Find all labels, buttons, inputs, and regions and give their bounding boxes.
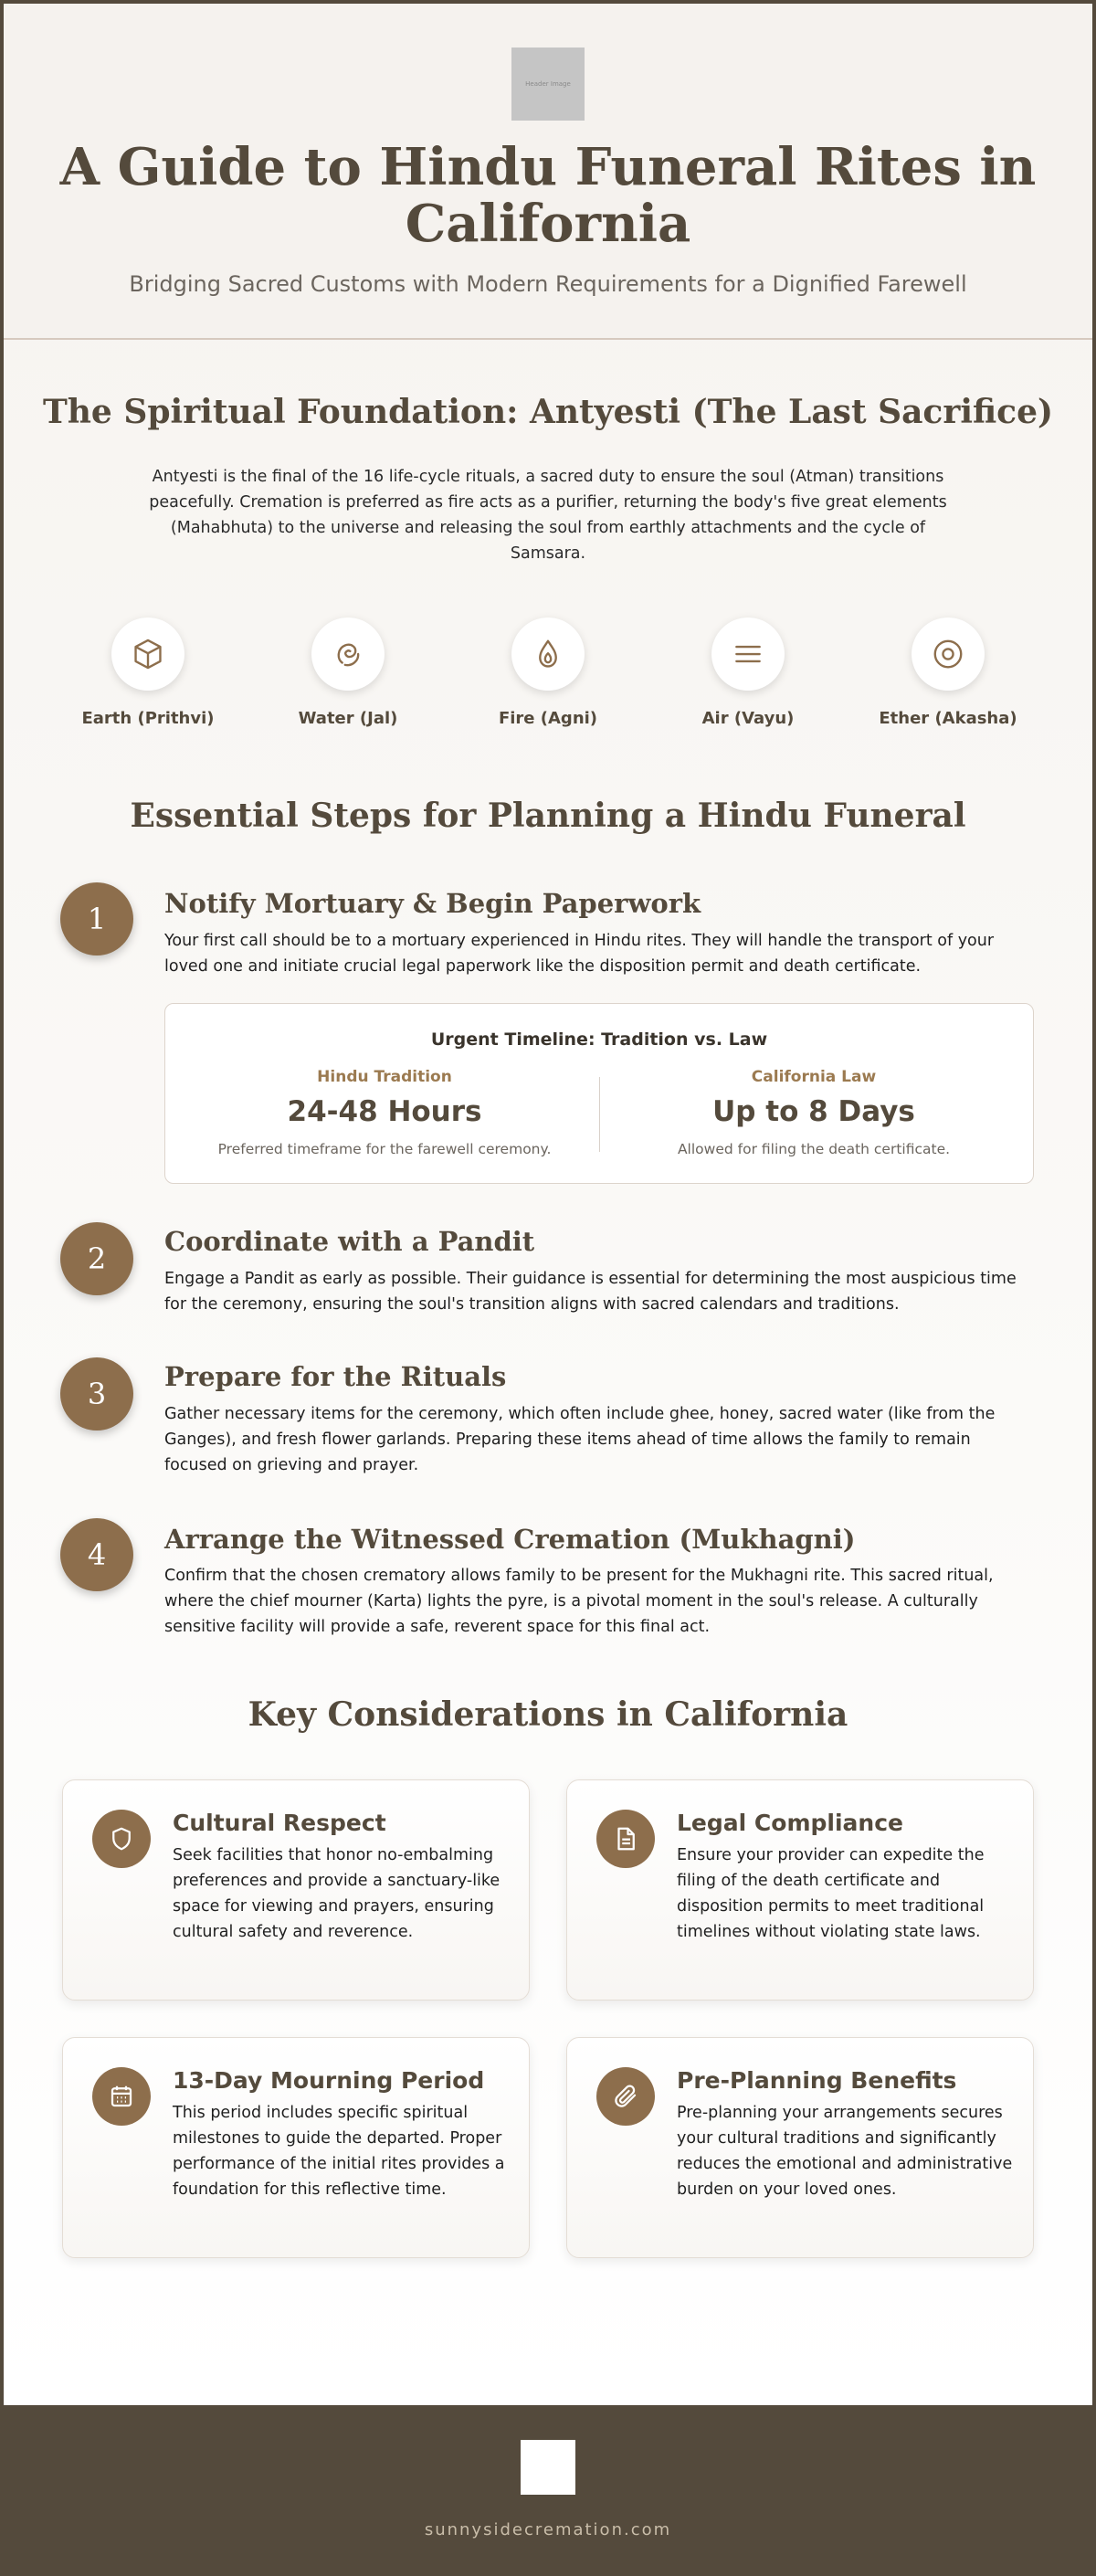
timeline-tradition-label: Hindu Tradition: [317, 1068, 452, 1086]
card-text: This period includes specific spiritual milestones to guide the departed. Proper performance of the initial rites provides a foundation for this reflective time.: [173, 2104, 505, 2199]
element-ether-label: Ether (Akasha): [879, 709, 1017, 728]
considerations-heading: Key Considerations in California: [248, 1695, 848, 1734]
step-text-3: Gather necessary items for the ceremony, which often include ghee, honey, sacred water (like from the Ganges), and fresh flower garlands. Preparing these items ahead of time allows the family to remain focused on grieving and prayer.: [164, 1405, 996, 1474]
footer: [0, 2405, 1096, 2576]
element-earth-circle: [111, 618, 184, 691]
steps-heading: Essential Steps for Planning a Hindu Funeral: [130, 797, 966, 835]
timeline-law-value: Up to 8 Days: [712, 1095, 915, 1128]
timeline-title: Urgent Timeline: Tradition vs. Law: [430, 1029, 768, 1050]
foundation-heading: The Spiritual Foundation: Antyesti (The Last Sacrifice): [42, 393, 1054, 431]
card-legal-compliance: [566, 1779, 1034, 2001]
card-cultural-respect: [62, 1779, 530, 2001]
timeline-law: [613, 1068, 1015, 1157]
step-title-1: Notify Mortuary & Begin Paperwork: [164, 888, 701, 919]
element-air-label: Air (Vayu): [701, 709, 795, 728]
timeline-tradition: [184, 1068, 585, 1157]
calendar-icon: [108, 2083, 135, 2110]
step-text-2: Engage a Pandit as early as possible. Their guidance is essential for determining the most auspicious time for the ceremony, ensuring the soul's transition aligns with sacred calendars and traditions.: [164, 1270, 1017, 1314]
element-air: [657, 618, 839, 728]
wind-lines-icon: [731, 637, 765, 671]
shield-icon: [108, 1825, 135, 1853]
element-fire: [457, 618, 639, 728]
card-text: Seek facilities that honor no-embalming preferences and provide a sanctuary-like space for viewing and prayers, ensuring cultural safety and reverence.: [173, 1846, 501, 1941]
urgent-timeline-box: [164, 1003, 1034, 1184]
footer-website-link[interactable]: sunnysidecremation.com: [424, 2520, 672, 2539]
card-title: 13-Day Mourning Period: [173, 2067, 485, 2094]
timeline-law-note: Allowed for filing the death certificate.: [677, 1141, 951, 1157]
element-water-circle: [311, 618, 385, 691]
timeline-divider: [599, 1077, 600, 1152]
flame-icon: [531, 637, 565, 671]
paperclip-icon: [612, 2083, 639, 2110]
timeline-tradition-value: 24-48 Hours: [287, 1095, 482, 1128]
header-logo-alt: Header Image: [525, 80, 571, 88]
timeline-law-label: California Law: [751, 1068, 877, 1086]
card-pre-planning: [566, 2037, 1034, 2258]
footer-logo: [521, 2440, 575, 2495]
card-title: Pre-Planning Benefits: [677, 2067, 957, 2094]
card-title: Legal Compliance: [677, 1810, 903, 1836]
hero-header: [4, 4, 1092, 340]
page-title: A Guide to Hindu Funeral Rites in California: [59, 137, 1037, 254]
step-number-4: 4: [60, 1518, 133, 1591]
step-title-3: Prepare for the Rituals: [164, 1361, 507, 1392]
element-fire-label: Fire (Agni): [498, 709, 598, 728]
element-earth-label: Earth (Prithvi): [81, 709, 215, 728]
step-title-2: Coordinate with a Pandit: [164, 1226, 535, 1257]
element-air-circle: [711, 618, 785, 691]
element-earth: [57, 618, 239, 728]
step-number-2: 2: [60, 1222, 133, 1295]
step-number-1: 1: [60, 882, 133, 955]
element-water-label: Water (Jal): [298, 709, 398, 728]
cube-icon: [131, 637, 165, 671]
card-icon-badge: [92, 1810, 151, 1868]
element-water: [257, 618, 439, 728]
foundation-text: Antyesti is the final of the 16 life-cycle rituals, a sacred duty to ensure the soul (Atman) transitions peacefully. Cremation is preferred as fire acts as a purifier, returning the body's five great elements (Mahabhuta) to the universe and releasing the soul from earthly attachments and the cycle of Samsara.: [149, 468, 947, 563]
water-swirl-icon: [331, 637, 365, 671]
page-subtitle: Bridging Sacred Customs with Modern Requirements for a Dignified Farewell: [129, 271, 967, 297]
step-number-3: 3: [60, 1357, 133, 1431]
timeline-tradition-note: Preferred timeframe for the farewell ceremony.: [217, 1141, 552, 1157]
step-text-1: Your first call should be to a mortuary experienced in Hindu rites. They will handle the transport of your loved one and initiate crucial legal paperwork like the disposition permit and death certificate.: [164, 932, 995, 976]
target-circle-icon: [931, 637, 965, 671]
header-logo-placeholder: [511, 48, 585, 121]
card-icon-badge: [92, 2067, 151, 2126]
card-text: Pre-planning your arrangements secures your cultural traditions and significantly reduces the emotional and administrative burden on your loved ones.: [677, 2104, 1013, 2199]
element-ether-circle: [912, 618, 985, 691]
card-title: Cultural Respect: [173, 1810, 386, 1836]
card-text: Ensure your provider can expedite the filing of the death certificate and disposition permits to meet traditional timelines without violating state laws.: [677, 1846, 985, 1941]
step-title-4: Arrange the Witnessed Cremation (Mukhagni): [164, 1524, 856, 1555]
card-icon-badge: [596, 1810, 655, 1868]
card-icon-badge: [596, 2067, 655, 2126]
element-fire-circle: [511, 618, 585, 691]
document-icon: [612, 1825, 639, 1853]
element-ether: [857, 618, 1039, 728]
step-text-4: Confirm that the chosen crematory allows family to be present for the Mukhagni rite. This sacred ritual, where the chief mourner (Karta) lights the pyre, is a pivotal moment in the soul's release. A culturally sensitive facility will provide a safe, reverent space for this final act.: [164, 1567, 994, 1636]
card-mourning-period: [62, 2037, 530, 2258]
